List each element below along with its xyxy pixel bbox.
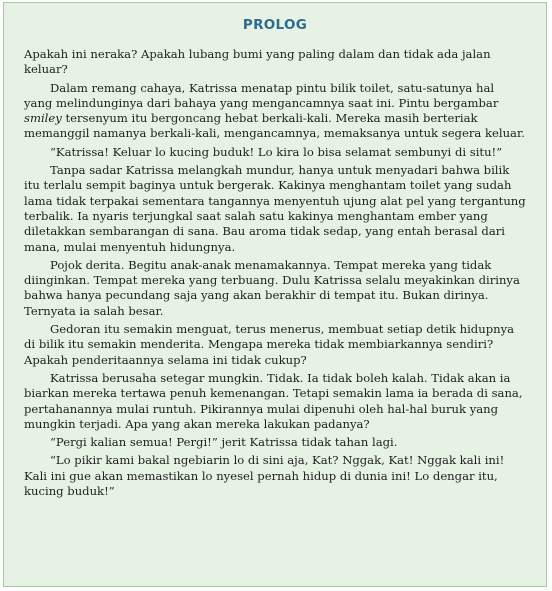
paragraph-2-part-1: Dalam remang cahaya, Katrissa menatap pintu bilik toilet, satu-satunya hal yang melindunginya dari bahaya yang mengancamnya saat ini. Pintu bergambar xyxy=(24,80,499,110)
chapter-title: PROLOG xyxy=(242,17,308,33)
smiley-italic-word: smiley xyxy=(24,111,62,126)
paragraph-5: Pojok derita. Begitu anak-anak menamakannya. Tempat mereka yang tidak diinginkan. Tempat mereka yang terbuang. Dulu Katrissa selalu meyakinkan dirinya bahwa hanya pecundang saja yang akan berakhir di tempat itu. Bukan dirinya. Ternyata ia salah besar. xyxy=(24,257,520,318)
paragraph-2-part-2: tersenyum itu bergoncang hebat berkali-kali. Mereka masih berteriak memanggil namanya berkali-kali, mengancamnya, memaksanya untuk segera keluar. xyxy=(24,111,525,141)
paragraph-8: “Pergi kalian semua! Pergi!” jerit Katrissa tidak tahan lagi. xyxy=(50,435,398,450)
paragraph-1: Apakah ini neraka? Apakah lubang bumi yang paling dalam dan tidak ada jalan keluar? xyxy=(24,47,491,77)
paragraph-9: “Lo pikir kami bakal ngebiarin lo di sini aja, Kat? Nggak, Kat! Nggak kali ini! Kali ini gue akan memastikan lo nyesel pernah hidup di dunia ini! Lo dengar itu, kucing buduk!” xyxy=(24,453,505,499)
page-frame xyxy=(3,2,547,587)
paragraph-6: Gedoran itu semakin menguat, terus menerus, membuat setiap detik hidupnya di bilik itu semakin menderita. Mengapa mereka tidak membiarkannya sendiri? Apakah penderitaannya selama ini tidak cukup? xyxy=(24,322,515,367)
paragraph-7: Katrissa berusaha setegar mungkin. Tidak. Ia tidak boleh kalah. Tidak akan ia biarkan mereka tertawa penuh kemenangan. Tetapi semakin lama ia berada di sana, pertahanannya mulai runtuh. Pikirannya mulai dipenuhi oleh hal-hal buruk yang mungkin terjadi. Apa yang akan mereka lakukan padanya? xyxy=(24,370,523,431)
paragraph-4: Tanpa sadar Katrissa melangkah mundur, hanya untuk menyadari bahwa bilik itu terlalu sempit baginya untuk bergerak. Kakinya menghantam toilet yang sudah lama tidak terpakai sementara tangannya menyentuh ujung alat pel yang tergantung terbalik. Ia nyaris terjungkal saat salah satu kakinya menghantam ember yang diletakkan sembarangan di sana. Bau aroma tidak sedap, yang entah berasal dari mana, mulai menyentuh hidungnya. xyxy=(24,163,526,254)
paragraph-2 xyxy=(24,81,526,142)
paragraph-3: “Katrissa! Keluar lo kucing buduk! Lo kira lo bisa selamat sembunyi di situ!” xyxy=(50,144,503,159)
